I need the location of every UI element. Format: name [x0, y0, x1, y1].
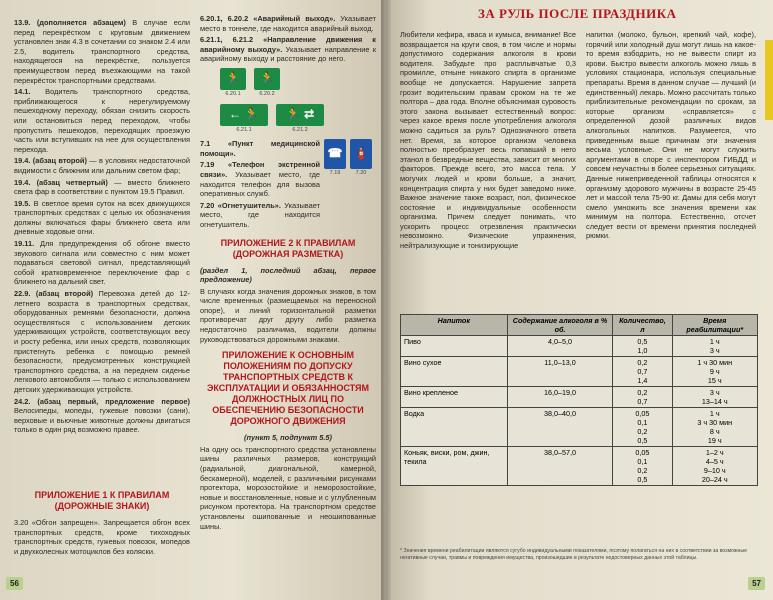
table-cell-time: 1 ч 30 мин 9 ч 15 ч: [672, 357, 758, 387]
table-row: [401, 408, 758, 447]
rule-number: 19.5.: [14, 198, 34, 208]
appendix-2-subtitle: (раздел 1, последний абзац, первое предложение): [200, 265, 376, 285]
rule-paragraph: [14, 199, 190, 237]
rule-paragraph: [14, 397, 190, 435]
rule-paragraph: [14, 239, 190, 287]
rule-text: — в условиях недостаточной видимости с ближним или дальним светом фар;: [14, 156, 190, 175]
rule-number: 19.4. (абзац второй): [14, 156, 90, 166]
fire-extinguisher-sign-icon: 🧯: [350, 139, 372, 169]
rule-text: Перевозка детей до 12-летнего возраста в транспортных средствах, оборудованных ремнями безопасности, должна осуществляться с использованием детских удерживающих устройств, соответствующих весу и росту ребенка, или иных средств, позволяющих пристегнуть ребенка с помощью ремней безопасности, предусмотренных конструкцией транспортного средства, а на переднем сиденье легкового автомобиля — только с использованием детских удерживающих устройств.: [14, 289, 190, 394]
rule-paragraph: [14, 178, 190, 197]
table-header-cell: Количество, л: [613, 315, 672, 336]
page-number-right: 57: [748, 577, 765, 590]
appendix-3-subtitle: (пункт 5, подпункт 5.5): [244, 433, 332, 443]
rule-paragraph: [200, 201, 320, 230]
book-gutter: [381, 0, 391, 600]
table-cell-drink: Вино крепленое: [401, 387, 508, 408]
alcohol-table-wrap: [400, 314, 758, 486]
table-cell-content: 4,0–5,0: [507, 336, 613, 357]
sign-caption: 6.21.2: [292, 126, 308, 133]
table-cell-content: 38,0–57,0: [507, 447, 613, 486]
alcohol-table: [400, 314, 758, 486]
rule-paragraph: [200, 35, 376, 64]
table-cell-content: 38,0–40,0: [507, 408, 613, 447]
table-cell-drink: Водка: [401, 408, 508, 447]
table-cell-drink: Вино сухое: [401, 357, 508, 387]
rule-number: 6.21.1, 6.21.2 «Направление движения к аварийному выходу».: [200, 35, 376, 54]
appendix-1-text: 3.20 «Обгон запрещен». Запрещается обгон всех транспортных средств, кроме тихоходных транспортных средств, гужевых повозок, мопедов и двухколесных мотоциклов без коляски.: [14, 518, 190, 556]
table-cell-drink: Пиво: [401, 336, 508, 357]
yellow-tab: [765, 40, 773, 120]
rule-text: Указывает место, где находится огнетушитель.: [200, 200, 320, 229]
exit-signs-row: [220, 68, 376, 100]
article-text-1: Любители кефира, кваса и кумыса, внимание! Все возвращается на круги своя, в том числе и нормы допустимого содержания алкоголя в крови водителя. Забудьте про расплывчатые 0,3 промилле, отныне никакого спирта в организме вообще не допускается. Нарушение запрета грозит водительским правам сроком на те же полтора – два года. Вполне объяснимая суровость этого закона вызывает естественный вопрос: через какое время после употребления алкоголя можно садиться за руль? Однозначного ответа нет. Время, за которое организм человека полностью преобразует весь попавший в него этанол в безвредные вещества, зависит от многих факторов. Прежде всего, это масса тела. У могучих людей и крови больше, а значит, концентрация спирта у них будет заведомо ниже. Важное значение также возраст, пол, физическое состояние и индивидуальные особенности организма. Причем следует понимать, что ускорить процесс отрезвления практически невозможно. Физические упражнения, нейтрализующие и тонизирующие: [400, 30, 576, 251]
rule-text: Велосипеды, мопеды, гужевые повозки (сани), верховые и вьючные животные должны двигаться только в один ряд возможно правее.: [14, 406, 190, 435]
rule-number: 19.4. (абзац четвертый): [14, 177, 115, 187]
exit-direction-signs-row: [220, 104, 376, 136]
appendix-3-title: ПРИЛОЖЕНИЕ К ОСНОВНЫМ ПОЛОЖЕНИЯМ ПО ДОПУСКУ ТРАНСПОРТНЫХ СРЕДСТВ К ЭКСПЛУАТАЦИИ И ОБЯЗАННОСТЯМ ДОЛЖНОСТНЫХ ЛИЦ ПО ОБЕСПЕЧЕНИЮ БЕЗОПАСНОСТИ ДОРОЖНОГО ДВИЖЕНИЯ: [207, 350, 369, 427]
table-header-cell: Время реабилитации*: [672, 315, 758, 336]
table-row: [401, 387, 758, 408]
sign-caption: 6.21.1: [236, 126, 252, 133]
left-column-rules: [14, 18, 190, 437]
rule-text: В случае если перед перекрёстком с круговым движением установлен знак 4.3 в сочетании со знаком 2.4 или 2.5, водитель транспортного средства, находящегося на перекрёстке, пользуется преимуществом перед въезжающими на такой перекрёсток транспортными средствами.: [14, 18, 190, 85]
page-number-left: 56: [6, 577, 23, 590]
article-column-2: [586, 30, 756, 243]
exit-direction-sign-icon: 🏃 ⇄: [276, 104, 324, 126]
emergency-exit-sign-icon: 🏃: [254, 68, 280, 90]
table-cell-qty: 0,05 0,1 0,2 0,5: [613, 447, 672, 486]
emergency-exit-sign-icon: 🏃: [220, 68, 246, 90]
rule-text: — вместо ближнего света фар в соответствии с пунктом 19.5 Правил.: [14, 177, 191, 197]
rule-text: Указывает место, где находится телефон для вызова оперативных служб.: [200, 169, 321, 199]
table-cell-time: 3 ч 13–14 ч: [672, 387, 758, 408]
appendix-3-text: На одну ось транспортного средства установлены шины различных размеров, конструкций (радиальной, диагональной, камерной, бескамерной), моделей, с различными рисунками протектора, морозостойкие и неморозостойкие, новые и восстановленные, новые и с углубленным рисунком протектора. На транспортном средстве установлены ошипованные и неошипованные шины.: [200, 444, 376, 531]
rule-number: 7.19 «Телефон экстренной связи».: [200, 160, 320, 179]
rule-text: Указывает место в тоннеле, где находится аварийный выход.: [200, 14, 376, 33]
table-cell-qty: 0,05 0,1 0,2 0,5: [613, 408, 672, 447]
rule-number: 7.1 «Пункт медицинской помощи».: [200, 139, 320, 158]
table-cell-content: 11,0–13,0: [507, 357, 613, 387]
table-header-cell: Напиток: [401, 315, 508, 336]
table-header-row: [401, 315, 758, 336]
rule-text: В светлое время суток на всех движущихся транспортных средствах с целью их обозначения должны включаться фары ближнего света или дневные ходовые огни.: [14, 198, 190, 237]
rule-number: 7.20 «Огнетушитель».: [200, 200, 285, 210]
rule-number: 24.2. (абзац первый, предложение первое): [14, 396, 190, 406]
rule-text: Указывает направление к аварийному выходу и расстояние до него.: [200, 44, 376, 64]
rule-number: 14.1.: [14, 87, 46, 97]
rule-text: Водитель транспортного средства, приближающегося к нерегулируемому пешеходному переходу, обязан снизить скорость или остановиться перед переходом, чтобы пропустить пешеходов, переходящих проезжую часть или вступивших на нее для осуществления перехода.: [14, 87, 190, 154]
table-cell-content: 16,0–19,0: [507, 387, 613, 408]
table-row: [401, 336, 758, 357]
table-cell-qty: 0,5 1,0: [613, 336, 672, 357]
appendix-1-block: [14, 484, 190, 558]
right-page: [386, 0, 773, 600]
exit-direction-sign-icon: ← 🏃: [220, 104, 268, 126]
rule-paragraph: [14, 289, 190, 395]
appendix-1-title: ПРИЛОЖЕНИЕ 1 К ПРАВИЛАМ (ДОРОЖНЫЕ ЗНАКИ): [34, 490, 170, 511]
rule-paragraph: [14, 87, 190, 154]
sign-caption: 7.19: [329, 170, 341, 177]
table-header-cell: Содержание алкоголя в % об.: [507, 315, 613, 336]
table-row: [401, 447, 758, 486]
rule-paragraph: [14, 156, 190, 175]
table-cell-qty: 0,2 0,7 1,4: [613, 357, 672, 387]
sos-phone-sign-icon: ☎: [324, 139, 346, 169]
article-title: ЗА РУЛЬ ПОСЛЕ ПРАЗДНИКА: [478, 6, 677, 21]
rule-number: 19.11.: [14, 239, 40, 249]
rule-number: 6.20.1, 6.20.2 «Аварийный выход».: [200, 14, 341, 23]
appendix-2-text: В случаях когда значения дорожных знаков, в том числе временных (размещаемых на переносной опоре), и линий горизонтальной разметки противоречат друг другу либо разметка недостаточно различима, водители должны руководствоваться дорожными знаками.: [200, 286, 376, 344]
table-cell-time: 1–2 ч 4–5 ч 9–10 ч 20–24 ч: [672, 447, 758, 486]
sign-caption: 6.20.2: [259, 90, 275, 97]
rule-text: Для предупреждения об обгоне вместо звукового сигнала или совместно с ним может подаваться световой сигнал, представляющий собой кратковременное переключение фар с ближнего на дальний свет.: [14, 239, 191, 287]
table-row: [401, 357, 758, 387]
left-page: [0, 0, 386, 600]
table-cell-time: 1 ч 3 ч: [672, 336, 758, 357]
rule-number: 22.9. (абзац второй): [14, 289, 99, 299]
left-column-signs: [200, 14, 376, 533]
table-footnote: * Значения времени реабилитации являются сугубо индивидуальными показателями, поэтому полагаться на них в соответствии за возможные негативные случаи, травмы и повреждения имущества, произошедшие в результате недостоверных данных этой таблицы.: [400, 548, 747, 561]
rule-paragraph: [200, 139, 320, 158]
sign-caption: 7.20: [355, 170, 367, 177]
table-cell-qty: 0,2 0,7: [613, 387, 672, 408]
rule-paragraph: [200, 14, 376, 33]
appendix-2-title: ПРИЛОЖЕНИЕ 2 К ПРАВИЛАМ (ДОРОЖНАЯ РАЗМЕТКА): [220, 237, 356, 259]
rule-paragraph: [14, 18, 190, 85]
table-cell-drink: Коньяк, виски, ром, джин, текила: [401, 447, 508, 486]
article-text-2: напитки (молоко, бульон, крепкий чай, кофе), горячий или холодный душ могут лишь на какое-то время взбодрить, но не вывести спирт из крови. Быстро вывести алкоголь можно лишь в условиях стационара, используя специальные препараты. Время в данном случае — лучший (и единственный) лекарь. Можно рассчитать только приблизительные рекомендации по срокам, за которые организм «справляется» с определенной дозой различных видов алкогольных напитков. Разумеется, что приведенным выше причинам эти значения весьма условные. Они не могут служить аргументами в споре с инспектором ГИБДД и совсем неучастны в более серьезных ситуациях. Данные нижеприведенной таблицы относятся к организму здорового мужчины в возрасте 25-45 лет и массой тела 75-90 кг. Дамы для себя могут смело умножить все значения времени как минимум на полтора. Естественно, отсчет следует вести от времени принятия последней рюмки.: [586, 30, 756, 241]
table-cell-time: 1 ч 3 ч 30 мин 8 ч 19 ч: [672, 408, 758, 447]
article-column-1: [400, 30, 576, 253]
rule-number: 13.9. (дополняется абзацем): [14, 18, 133, 27]
sign-caption: 6.20.1: [225, 90, 241, 97]
rule-paragraph: [200, 160, 320, 198]
